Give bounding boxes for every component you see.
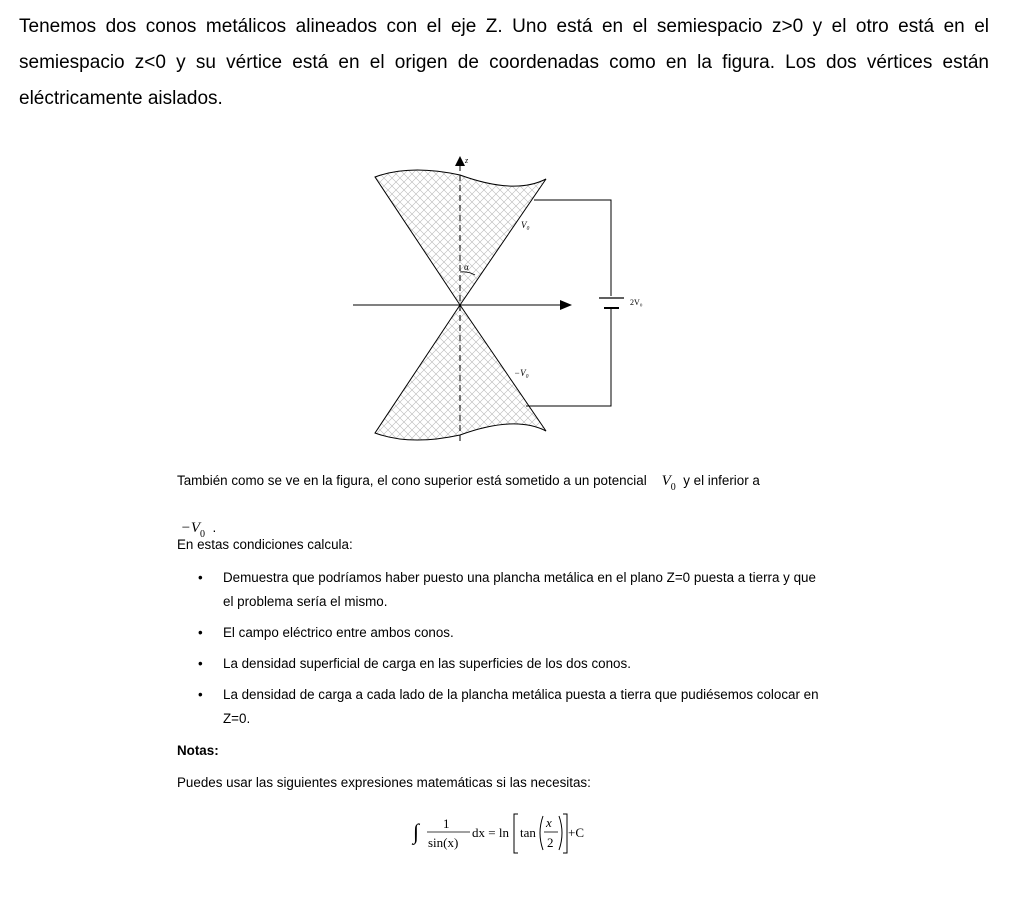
neg-v-subscript: 0 [200,529,206,540]
potential-text-2: y el inferior a [683,473,760,488]
v-subscript: 0 [670,482,676,493]
lower-wire [526,309,611,406]
z-axis-label: z [465,156,469,165]
angle-label: α [464,262,469,272]
conditions-text: En estas condiciones calcula: [177,537,353,552]
formula-tan: tan [520,825,536,840]
right-paren [559,816,562,850]
upper-potential-label: V₀ [521,220,530,230]
notes-text: Puedes usar las siguientes expresiones matemáticas si las necesitas: [177,775,591,790]
cones-figure [340,150,660,450]
list-item: • La densidad de carga a cada lado de la plancha metálica puesta a tierra que pudiésemos colocar en Z=0. [198,683,828,731]
task-list [198,566,828,731]
integral-formula [410,808,610,858]
upper-wire [534,200,611,296]
right-bracket [563,814,567,853]
formula-denominator: sin(x) [428,835,459,850]
formula-frac-num: x [546,815,552,830]
formula-dx-ln: dx = ln [472,825,509,840]
v0-symbol [661,473,676,493]
formula-frac-den: 2 [547,835,554,850]
potential-text-1: También como se ve en la figura, el cono superior está sometido a un potencial [177,473,647,488]
potential-text-end: . [212,520,217,535]
integral-sign: ∫ [413,819,420,844]
list-item: • La densidad superficial de carga en las superficies de los dos conos. [198,652,828,676]
left-bracket [514,814,518,853]
battery-label: 2V₀ [630,298,643,307]
notes-title: Notas: [177,743,219,758]
neg-v0-symbol [180,520,206,540]
formula-plus-c: +C [568,825,585,840]
lower-potential-label: −V₀ [514,368,529,378]
intro-paragraph: Tenemos dos conos metálicos alineados con el eje Z. Uno está en el semiespacio z>0 y el otro está en el semiespacio z<0 y su vértice está en el origen de coordenadas como en la figura. Los dos vértices están eléctricamente aislados. [19,16,989,109]
left-paren [540,816,543,850]
formula-numerator: 1 [443,816,450,831]
v-letter: V [661,473,671,489]
x-axis-arrow-icon [560,300,572,310]
z-axis-arrow-icon [455,156,465,166]
neg-v-letter: −V [180,520,201,536]
list-item: • Demuestra que podríamos haber puesto una plancha metálica en el plano Z=0 puesta a tierra y que el problema sería el mismo. [198,566,828,614]
list-item: • El campo eléctrico entre ambos conos. [198,621,828,645]
